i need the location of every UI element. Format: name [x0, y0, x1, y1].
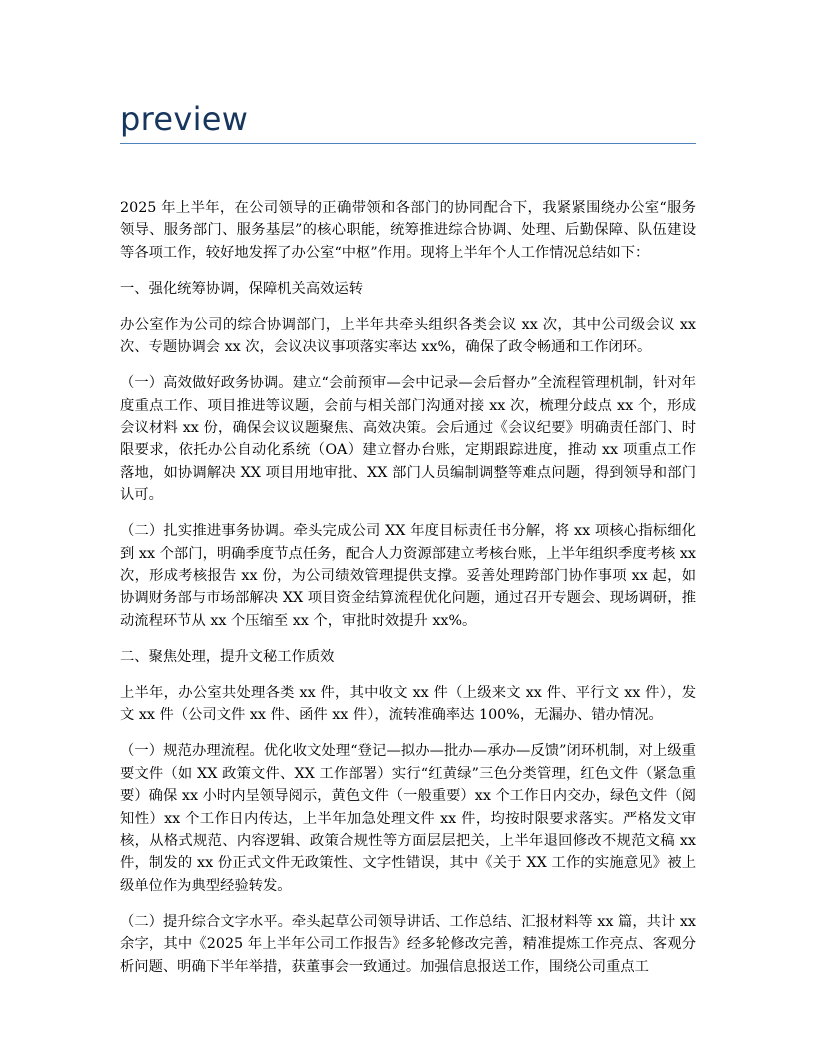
section-heading-1: 一、强化统筹协调，保障机关高效运转 [120, 280, 364, 297]
intro-paragraph: 2025 年上半年，在公司领导的正确带领和各部门的协同配合下，我紧紧围绕办公室“服务领导、服务部门、服务基层”的核心职能，统筹推进综合协调、处理、后勤保障、队伍建设等各项工作，较好地发挥了办公室“中枢”作用。现将上半年个人工作情况总结如下： [120, 200, 696, 261]
page-title: preview [120, 100, 249, 138]
section-heading-2: 二、聚焦处理，提升文秘工作质效 [120, 648, 335, 665]
title-divider [120, 143, 696, 144]
body-paragraph: 办公室作为公司的综合协调部门，上半年共牵头组织各类会议 xx 次，其中公司级会议 xx 次、专题协调会 xx 次，会议决议事项落实率达 xx%，确保了政令畅通和工作闭环。 [120, 316, 696, 356]
body-paragraph: 上半年，办公室共处理各类 xx 件，其中收文 xx 件（上级来文 xx 件、平行文 xx 件），发文 xx 件（公司文件 xx 件、函件 xx 件），流转准确率达 100%，无漏办、错办情况。 [120, 684, 696, 724]
body-paragraph: （二）提升综合文字水平。牵头起草公司领导讲话、工作总结、汇报材料等 xx 篇，共计 xx 余字，其中《2025 年上半年公司工作报告》经多轮修改完善，精准提炼工作亮点、客观分析问题、明确下半年举措，获董事会一致通过。加强信息报送工作，围绕公司重点工 [120, 913, 696, 975]
body-paragraph: （一）规范办理流程。优化收文处理“登记—拟办—批办—承办—反馈”闭环机制，对上级重要文件（如 XX 政策文件、XX 工作部署）实行“红黄绿”三色分类管理，红色文件（紧急重要）确保 xx 小时内呈领导阅示，黄色文件（一般重要）xx 个工作日内交办，绿色文件（阅知性）xx 个工作日内传达，上半年加急处理文件 xx 件，均按时限要求落实。严格发文审核，从格式规范、内容逻辑、政策合规性等方面层层把关，上半年退回修改不规范文稿 xx 件，制发的 xx 份正式文件无政策性、文字性错误，其中《关于 XX 工作的实施意见》被上级单位作为典型经验转发。 [120, 743, 696, 894]
body-paragraph: （二）扎实推进事务协调。牵头完成公司 XX 年度目标责任书分解，将 xx 项核心指标细化到 xx 个部门，明确季度节点任务，配合人力资源部建立考核台账，上半年组织季度考核 xx 次，形成考核报告 xx 份，为公司绩效管理提供支撑。妥善处理跨部门协作事项 xx 起，如协调财务部与市场部解决 XX 项目资金结算流程优化问题，通过召开专题会、现场调研，推动流程环节从 xx 个压缩至 xx 个，审批时效提升 xx%。 [120, 523, 696, 629]
body-paragraph: （一）高效做好政务协调。建立“会前预审—会中记录—会后督办”全流程管理机制，针对年度重点工作、项目推进等议题，会前与相关部门沟通对接 xx 次，梳理分歧点 xx 个，形成会议材料 xx 份，确保会议议题聚焦、高效决策。会后通过《会议纪要》明确责任部门、时限要求，依托办公自动化系统（OA）建立督办台账，定期跟踪进度，推动 xx 项重点工作落地，如协调解决 XX 项目用地审批、XX 部门人员编制调整等难点问题，得到领导和部门认可。 [120, 375, 696, 504]
document-body [120, 197, 696, 978]
document-page [120, 0, 696, 992]
